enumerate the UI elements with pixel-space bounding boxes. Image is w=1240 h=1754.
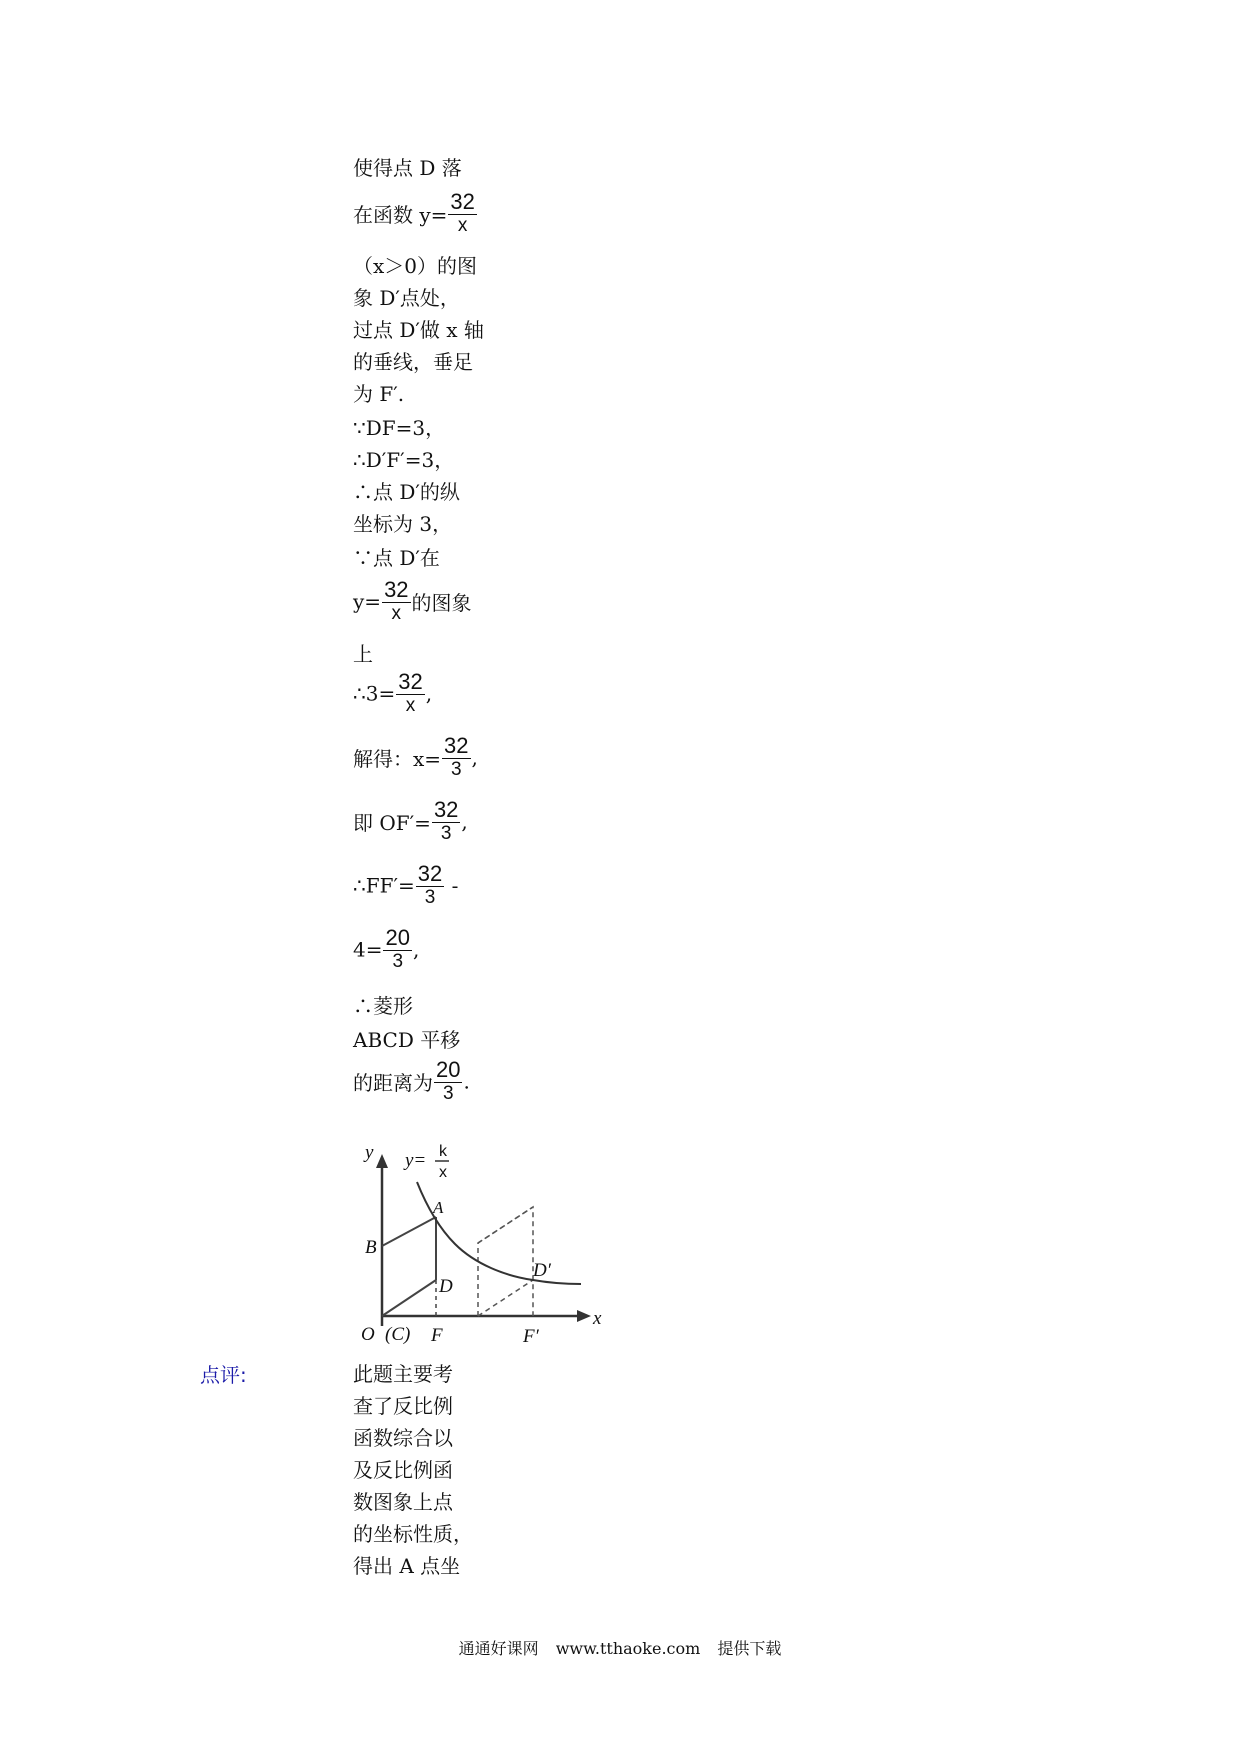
comment-label: 点评:: [200, 1363, 247, 1387]
fraction-denominator: 3: [392, 951, 404, 972]
solution-line: ∵点 D′在: [353, 546, 440, 570]
page-footer: [0, 1636, 1240, 1659]
fraction-numerator: 32: [450, 189, 475, 214]
solution-line: [353, 798, 468, 845]
solution-line: 的垂线，垂足: [353, 350, 473, 374]
y-axis-label: y: [365, 1142, 374, 1163]
solution-line: [353, 190, 478, 237]
fraction-denominator: 3: [451, 759, 462, 780]
line-text: 即 OF′=: [353, 811, 431, 835]
fraction: [442, 734, 470, 781]
solution-line: ABCD 平移: [353, 1028, 461, 1052]
solution-line: 过点 D′做 x 轴: [353, 318, 484, 342]
fraction-denominator: 3: [424, 887, 436, 908]
solution-line: [353, 926, 419, 973]
line-text: ,: [412, 937, 420, 962]
point-label-A: A: [433, 1198, 444, 1217]
function-graph-figure: [345, 1140, 615, 1350]
solution-line: 为 F′.: [353, 382, 405, 406]
line-text: y=: [353, 589, 382, 614]
function-label-numerator: k: [439, 1143, 447, 1160]
segment-CD: [382, 1280, 436, 1316]
point-label-F-prime: F′: [523, 1326, 539, 1347]
fraction: [416, 862, 444, 909]
fraction-numerator: 20: [436, 1057, 461, 1082]
solution-line: ∴D′F′=3，: [353, 448, 455, 472]
line-text: 解得：x=: [353, 747, 442, 771]
point-label-B: B: [365, 1237, 377, 1258]
fraction: [383, 926, 411, 973]
fraction-denominator: x: [457, 215, 468, 236]
line-text: ,: [425, 681, 433, 706]
fraction: [434, 1058, 462, 1105]
x-axis-arrow: [577, 1310, 591, 1322]
fraction-numerator: 32: [444, 733, 469, 758]
y-axis-arrow: [376, 1154, 388, 1168]
solution-line: [353, 670, 432, 717]
fraction-numerator: 32: [384, 577, 409, 602]
solution-line: 使得点 D 落: [353, 156, 462, 180]
solution-line: ∴点 D′的纵: [353, 480, 460, 504]
fraction: [448, 190, 476, 237]
fraction-numerator: 32: [398, 669, 423, 694]
solution-line: [353, 578, 472, 625]
line-text: .: [463, 1069, 470, 1094]
footer-suffix: 提供下载: [717, 1639, 782, 1658]
solution-line: 坐标为 3，: [353, 512, 453, 536]
fraction: [382, 578, 410, 625]
translated-rhombus-bottom: [478, 1280, 533, 1316]
solution-line: ∵DF=3，: [353, 416, 446, 440]
solution-line: 象 D′点处，: [353, 286, 460, 310]
fraction: [432, 798, 460, 845]
translated-rhombus-side: [478, 1207, 533, 1316]
comment-line: 此题主要考: [353, 1362, 453, 1386]
line-text: 的距离为: [353, 1071, 433, 1095]
comment-line: 及反比例函: [353, 1458, 453, 1482]
comment-line: 数图象上点: [353, 1490, 453, 1514]
line-text: -: [445, 873, 459, 898]
line-text: 4=: [353, 937, 383, 962]
comment-line: 的坐标性质，: [353, 1522, 473, 1546]
comment-line: 得出 A 点坐: [353, 1554, 461, 1578]
solution-line: （x＞0）的图: [353, 254, 478, 278]
line-text: 的图象: [411, 591, 472, 615]
fraction-denominator: x: [391, 603, 402, 624]
x-axis-label: x: [593, 1308, 602, 1329]
footer-url[interactable]: www.tthaoke.com: [555, 1639, 701, 1658]
function-label-denominator: x: [439, 1164, 447, 1181]
fraction-numerator: 20: [385, 925, 410, 950]
solution-line: 上: [353, 642, 373, 666]
point-label-C: (C): [385, 1324, 411, 1345]
point-label-F: F: [431, 1325, 443, 1346]
footer-site-name: 通通好课网: [458, 1639, 539, 1658]
function-label-prefix: y=: [405, 1150, 427, 1171]
fraction-numerator: 32: [417, 861, 443, 886]
line-text: ∴3=: [353, 681, 396, 706]
line-text: ,: [461, 809, 468, 834]
comment-line: 函数综合以: [353, 1426, 453, 1450]
fraction: [396, 670, 424, 717]
segment-BA: [382, 1217, 436, 1246]
fraction-denominator: 3: [440, 823, 452, 844]
translated-rhombus-top: [478, 1207, 533, 1243]
solution-line: ∴菱形: [353, 994, 413, 1018]
line-text: 在函数 y=: [353, 203, 448, 227]
line-text: ∴FF′=: [353, 873, 415, 898]
solution-line: [353, 734, 478, 781]
line-text: ,: [471, 745, 478, 770]
origin-label-O: O: [361, 1324, 375, 1345]
point-label-D-prime: D′: [533, 1260, 551, 1281]
solution-line: [353, 862, 458, 909]
fraction-denominator: 3: [442, 1083, 454, 1104]
point-label-D: D: [439, 1276, 453, 1297]
comment-line: 查了反比例: [353, 1394, 453, 1418]
fraction-denominator: x: [405, 695, 416, 716]
solution-line: [353, 1058, 470, 1105]
fraction-numerator: 32: [433, 797, 459, 822]
